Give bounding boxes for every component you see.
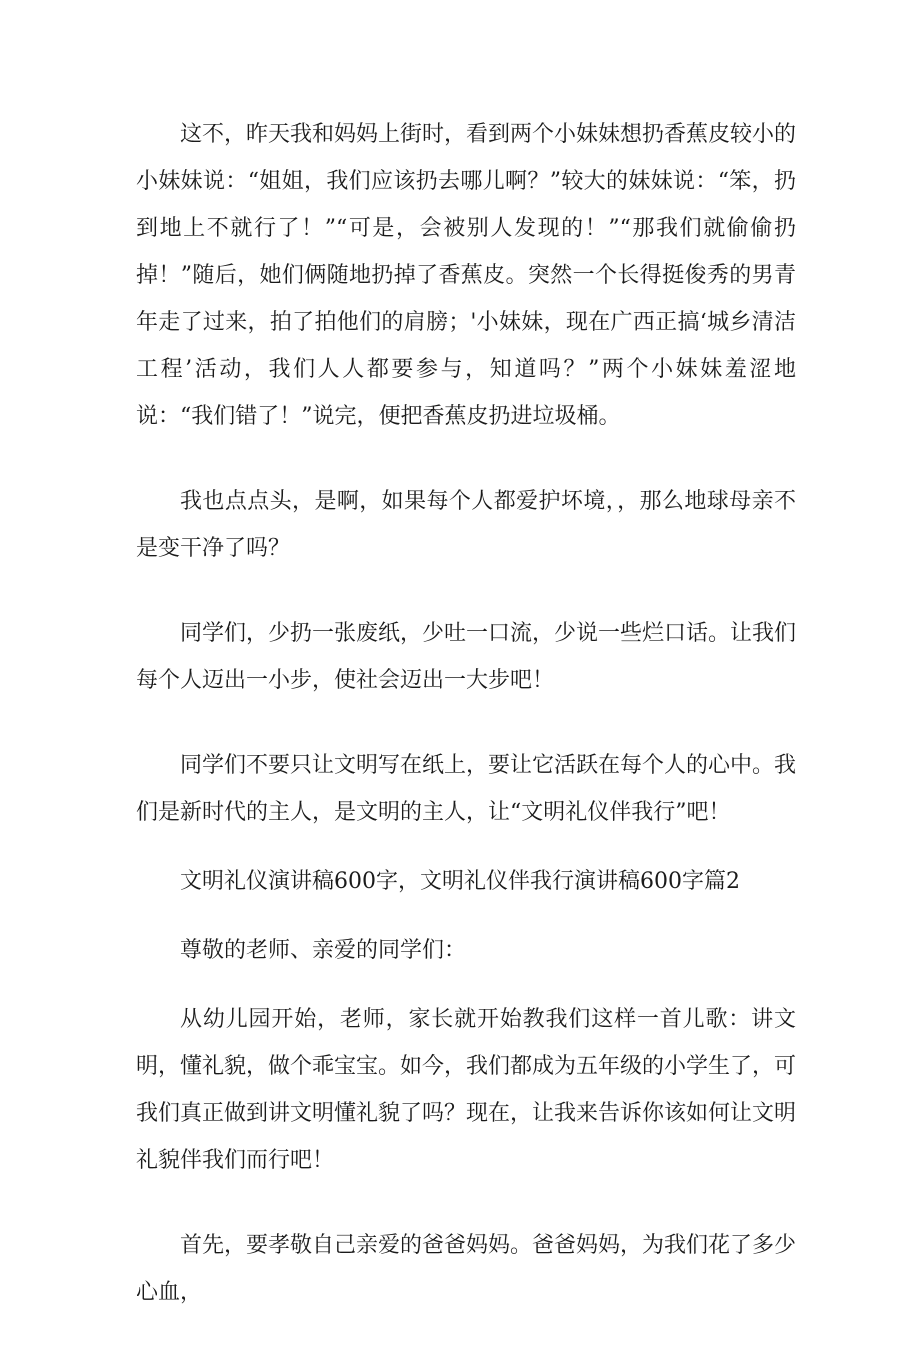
paragraph-banana-story: 这不，昨天我和妈妈上街时，看到两个小妹妹想扔香蕉皮较小的小妹妹说：“姐姐，我们应该扔去哪儿啊？”较大的妹妹说：“笨，扔到地上不就行了！”“可是，会被别人发现的！”“那我们就偷偷扔掉！”随后，她们俩随地扔掉了香蕉皮。突然一个长得挺俊秀的男青年走了过来，拍了拍他们的肩膀；'小妹妹，现在广西正搞‘城乡清洁工程’活动，我们人人都要参与，知道吗？”两个小妹妹羞涩地说：“我们错了！”说完，便把香蕉皮扔进垃圾桶。 — [136, 122, 797, 429]
section-title: 文明礼仪演讲稿600字，文明礼仪伴我行演讲稿600字篇2 — [180, 869, 740, 894]
document-body — [136, 111, 796, 1354]
paragraph-small-step: 同学们，少扔一张废纸，少吐一口流，少说一些烂口话。让我们每个人迈出一小步，使社会迈出一大步吧！ — [136, 621, 797, 693]
paragraph-earth-clean: 我也点点头，是啊，如果每个人都爱护坏境，，那么地球母亲不是变干净了吗？ — [136, 489, 796, 561]
greeting: 尊敬的老师、亲爱的同学们： — [180, 938, 467, 963]
paragraph-respect-parents: 首先，要孝敬自己亲爱的爸爸妈妈。爸爸妈妈，为我们花了多少心血， — [136, 1233, 797, 1305]
paragraph-civilization-heart: 同学们不要只让文明写在纸上，要让它活跃在每个人的心中。我们是新时代的主人，是文明的主人，让“文明礼仪伴我行”吧！ — [136, 753, 797, 825]
paragraph-kindergarten: 从幼儿园开始，老师，家长就开始教我们这样一首儿歌：讲文明，懂礼貌，做个乖宝宝。如今，我们都成为五年级的小学生了，可我们真正做到讲文明懂礼貌了吗？现在，让我来告诉你该如何让文明礼貌伴我们而行吧！ — [136, 1007, 797, 1173]
